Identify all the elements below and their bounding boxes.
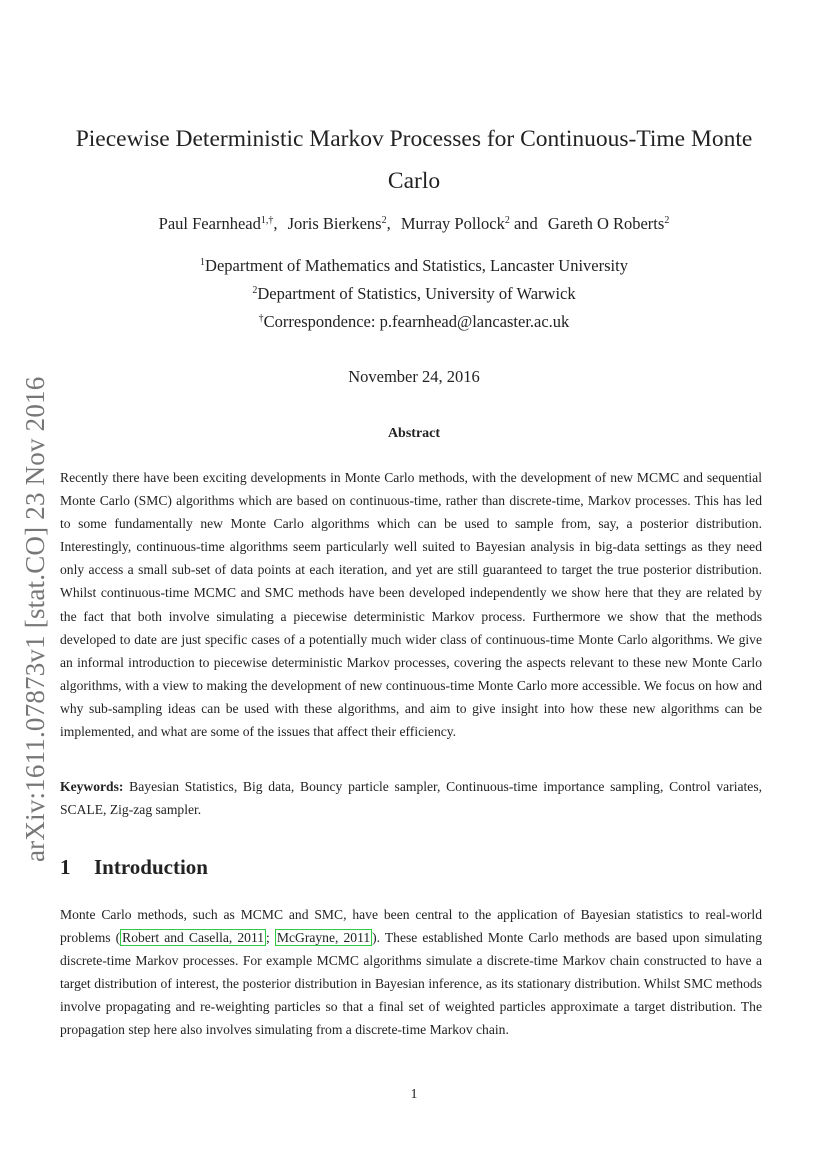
abstract-body: Recently there have been exciting developments in Monte Carlo methods, with the development of new MCMC and sequential Monte Carlo (SMC) algorithms which are based on continuous-time, rather than discrete-time, Markov processes. This has led to some fundamentally new Monte Carlo algorithms which can be used to sample from, say, a posterior distribution. Interestingly, continuous-time algorithms seem particularly well suited to Bayesian analysis in big-data settings as they need only access a small sub-set of data points at each iteration, and yet are still guaranteed to target the true posterior distribution. Whilst continuous-time MCMC and SMC methods have been developed independently we show here that they are related by the fact that both involve simulating a piecewise deterministic Markov process. Furthermore we show that the methods developed to date are just specific cases of a potentially much wider class of continuous-time Monte Carlo algorithms. We give an informal introduction to piecewise deterministic Markov processes, covering the aspects relevant to these new Monte Carlo algorithms, with a view to making the development of new continuous-time Monte Carlo more accessible. We focus on how and why sub-sampling ideas can be used with these algorithms, and aim to give insight into how these new algorithms can be implemented, and what are some of the issues that affect their efficiency. [60, 470, 762, 740]
affiliation-text: Correspondence: p.fearnhead@lancaster.ac.uk [263, 312, 570, 331]
citation-author: McGrayne [276, 930, 336, 946]
affiliation-text: Department of Mathematics and Statistics, Lancaster University [205, 256, 628, 275]
author-name: Paul Fearnhead [158, 214, 261, 233]
citation-separator: ; [266, 930, 275, 946]
paper-title: Piecewise Deterministic Markov Processes for Continuous-Time Monte Carlo [75, 126, 753, 194]
section-title: Introduction [94, 855, 208, 879]
affiliation [0, 256, 828, 276]
author-affiliation-mark: 2 [504, 215, 510, 226]
publication-date: November 24, 2016 [348, 367, 480, 386]
author-name: Murray Pollock [400, 214, 505, 233]
author-affiliation-mark: 2 [381, 215, 387, 226]
affiliation-mark: † [258, 313, 264, 324]
author-separator: , [386, 214, 391, 233]
intro-text: Monte Carlo methods, such as MCMC and SMC, have been central to the application of Bayesian statistics to real-world problems ( [60, 907, 762, 946]
citation-link[interactable]: Robert and Casella, 2011 [122, 930, 265, 946]
correspondence [0, 312, 828, 332]
section-number: 1 [60, 855, 71, 879]
page-number: 1 [410, 1087, 418, 1102]
author-list [0, 214, 828, 234]
author-separator: , [273, 214, 278, 233]
author-name: Gareth O Roberts [547, 214, 665, 233]
citation-year: 2011 [343, 930, 371, 946]
intro-text: ). These established Monte Carlo methods are based upon simulating discrete-time Markov processes. For example MCMC algorithms simulate a discrete-time Markov chain constructed to have a target distribution of interest, the posterior distribution in Bayesian inference, as its stationary distribution. Whilst SMC methods involve propagating and re-weighting particles so that a final set of weighted particles approximate a target distribution. The propagation step here also involves simulating from a discrete-time Markov chain. [60, 930, 762, 1038]
keywords [60, 775, 762, 821]
intro-paragraph [60, 903, 762, 1042]
citation-year: 2011 [237, 930, 265, 946]
author-separator: and [513, 214, 538, 233]
author-affiliation-mark: 2 [664, 215, 670, 226]
author-name: Joris Bierkens [287, 214, 382, 233]
arxiv-identifier: arXiv:1611.07873v1 [stat.CO] 23 Nov 2016 [20, 376, 50, 862]
affiliation [0, 284, 828, 304]
keywords-text: Bayesian Statistics, Big data, Bouncy particle sampler, Continuous-time importance sampling, Control variates, SCALE, Zig-zag sampler. [60, 779, 763, 818]
citation-link[interactable]: McGrayne, 2011 [276, 930, 371, 946]
keywords-label: Keywords: [60, 779, 124, 794]
section-heading [60, 855, 208, 880]
author-affiliation-mark: 1,† [260, 215, 274, 226]
affiliation-mark: 2 [252, 285, 258, 296]
affiliation-text: Department of Statistics, University of Warwick [257, 284, 576, 303]
affiliation-mark: 1 [200, 257, 206, 268]
citation-author: Robert and Casella [122, 930, 229, 946]
abstract-heading: Abstract [387, 426, 441, 441]
